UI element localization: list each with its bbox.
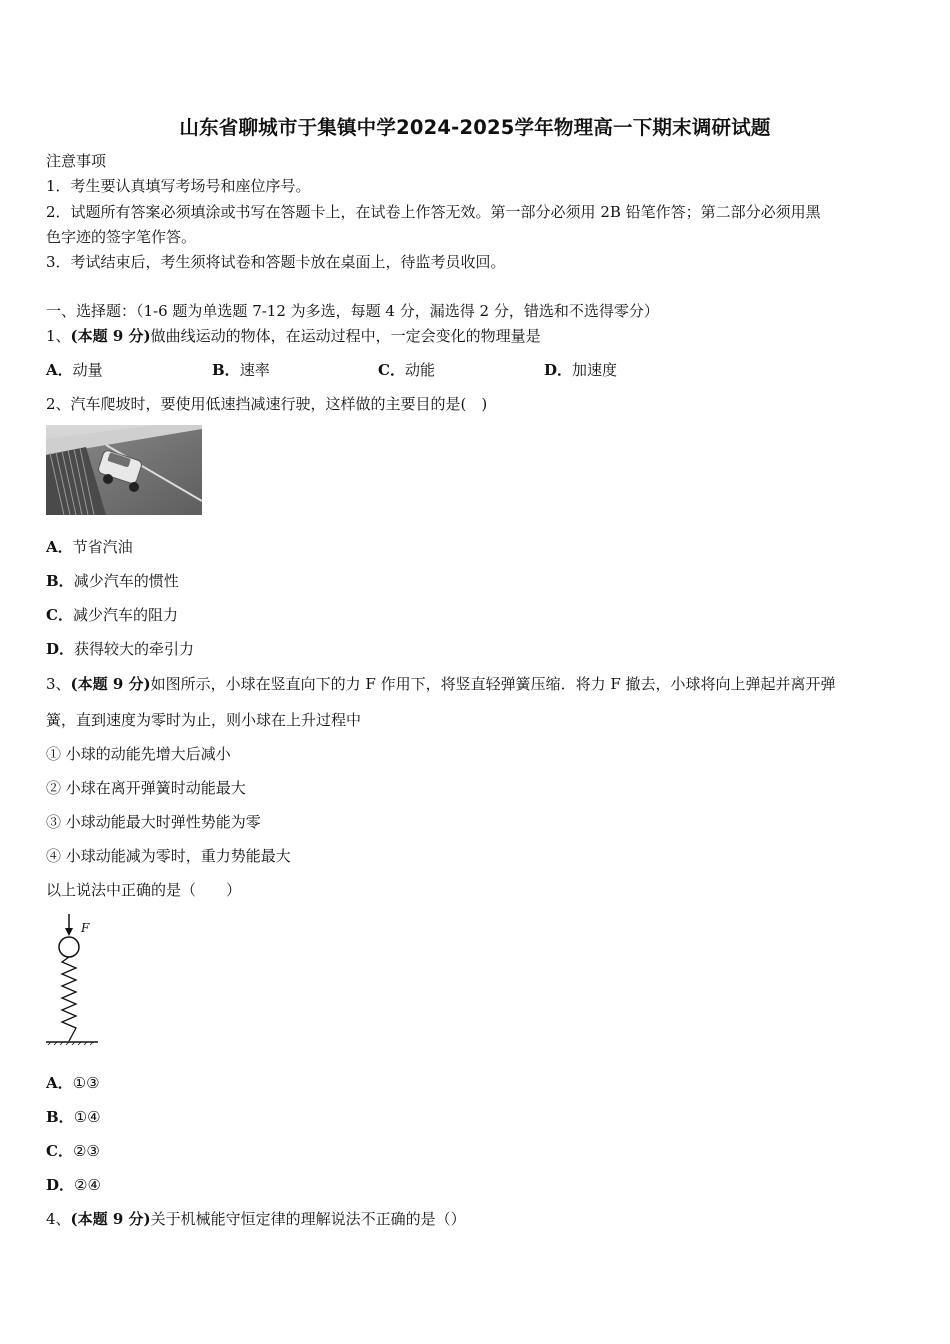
question-3-option-d: D．②④ bbox=[46, 1176, 101, 1194]
question-stem: 如图所示，小球在竖直向下的力 F 作用下，将竖直轻弹簧压缩．将力 F 撤去，小球将向上弹起并离开弹 bbox=[150, 675, 836, 693]
question-score: (本题 9 分) bbox=[70, 327, 151, 345]
option-d: D．加速度 bbox=[544, 361, 618, 379]
section-heading: 一、选择题：（1-6 题为单选题 7-12 为多选，每题 4 分，漏选得 2 分，错选和不选得零分） bbox=[46, 302, 659, 320]
option-a: A．动量 bbox=[46, 361, 103, 379]
question-score: (本题 9 分) bbox=[70, 1210, 151, 1228]
option-c: C．动能 bbox=[378, 361, 435, 379]
question-score: (本题 9 分) bbox=[70, 675, 151, 693]
question-3-ask: 以上说法中正确的是（ ） bbox=[46, 881, 242, 899]
statement-1: ① 小球的动能先增大后减小 bbox=[46, 745, 231, 763]
question-2-option-b: B．减少汽车的惯性 bbox=[46, 572, 179, 590]
question-3 bbox=[46, 673, 836, 695]
question-3-stem-cont: 簧，直到速度为零时为止，则小球在上升过程中 bbox=[46, 711, 362, 729]
question-2: 2、汽车爬坡时，要使用低速挡减速行驶，这样做的主要目的是( ) bbox=[46, 395, 488, 413]
question-stem: 关于机械能守恒定律的理解说法不正确的是（） bbox=[150, 1210, 466, 1228]
question-2-option-c: C．减少汽车的阻力 bbox=[46, 606, 178, 624]
question-number: 3、 bbox=[46, 675, 71, 693]
car-on-slope-photo bbox=[46, 425, 202, 515]
notice-item-1: 1．考生要认真填写考场号和座位序号。 bbox=[46, 177, 311, 195]
question-2-option-d: D．获得较大的牵引力 bbox=[46, 640, 195, 658]
document-title: 山东省聊城市于集镇中学2024-2025学年物理高一下期末调研试题 bbox=[179, 116, 771, 139]
statement-3: ③ 小球动能最大时弹性势能为零 bbox=[46, 813, 261, 831]
question-3-option-a: A．①③ bbox=[46, 1074, 100, 1092]
question-1-options bbox=[46, 359, 710, 381]
force-label: F bbox=[81, 921, 90, 935]
question-stem: 做曲线运动的物体，在运动过程中，一定会变化的物理量是 bbox=[150, 327, 541, 345]
notice-item-3: 3．考试结束后，考生须将试卷和答题卡放在桌面上，待监考员收回。 bbox=[46, 253, 506, 271]
notice-item-2a: 2．试题所有答案必须填涂或书写在答题卡上，在试卷上作答无效。第一部分必须用 2B 铅笔作答；第二部分必须用黑 bbox=[46, 203, 821, 221]
question-3-option-c: C．②③ bbox=[46, 1142, 100, 1160]
question-4 bbox=[46, 1208, 466, 1230]
statement-2: ② 小球在离开弹簧时动能最大 bbox=[46, 779, 246, 797]
question-1 bbox=[46, 325, 541, 347]
option-b: B．速率 bbox=[212, 361, 270, 379]
notice-heading: 注意事项 bbox=[46, 152, 107, 170]
statement-4: ④ 小球动能减为零时，重力势能最大 bbox=[46, 847, 291, 865]
question-number: 4、 bbox=[46, 1210, 71, 1228]
question-number: 1、 bbox=[46, 327, 71, 345]
question-2-option-a: A．节省汽油 bbox=[46, 538, 133, 556]
question-3-option-b: B．①④ bbox=[46, 1108, 101, 1126]
notice-item-2b: 色字迹的签字笔作答。 bbox=[46, 228, 197, 246]
spring-ball-figure bbox=[44, 912, 104, 1046]
